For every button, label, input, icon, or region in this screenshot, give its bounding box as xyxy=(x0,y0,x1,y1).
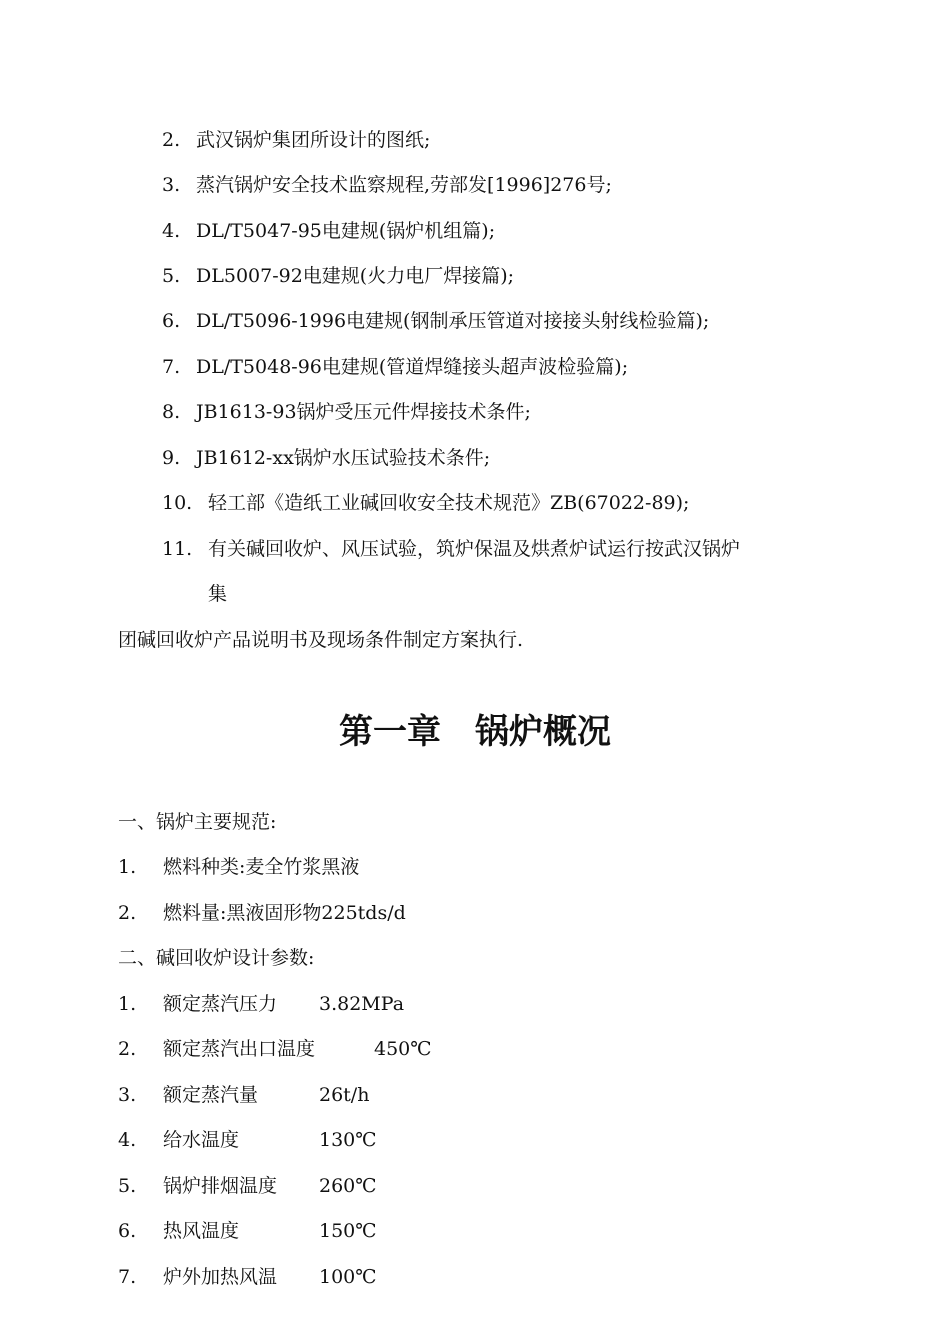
reference-item xyxy=(162,219,495,243)
param-value: 100℃ xyxy=(319,1266,377,1288)
param-label: 额定蒸汽压力 xyxy=(163,993,278,1015)
param-value: 3.82MPa xyxy=(319,993,405,1015)
reference-number: 3. xyxy=(162,174,181,196)
reference-text: 武汉锅炉集团所设计的图纸; xyxy=(196,129,431,151)
reference-item xyxy=(162,400,531,424)
reference-text: JB1612-xx锅炉水压试验技术条件; xyxy=(196,447,491,469)
reference-text: JB1613-93锅炉受压元件焊接技术条件; xyxy=(196,401,531,423)
reference-number: 4. xyxy=(162,220,181,242)
reference-number: 8. xyxy=(162,401,181,423)
reference-text: DL5007-92电建规(火力电厂焊接篇); xyxy=(196,265,515,287)
reference-item xyxy=(162,309,709,333)
reference-text: 轻工部《造纸工业碱回收安全技术规范》ZB(67022-89); xyxy=(208,492,690,514)
reference-number: 2. xyxy=(162,129,181,151)
spec-number: 1. xyxy=(118,856,137,878)
reference-item xyxy=(162,128,430,152)
reference-text: DL/T5047-95电建规(锅炉机组篇); xyxy=(196,220,496,242)
param-number: 5. xyxy=(118,1175,137,1197)
reference-item xyxy=(162,446,490,470)
reference-number: 7. xyxy=(162,356,181,378)
reference-number: 10. xyxy=(162,492,193,514)
param-label: 锅炉排烟温度 xyxy=(163,1175,278,1197)
reference-text: 有关碱回收炉、风压试验，筑炉保温及烘煮炉试运行按武汉锅炉 xyxy=(208,538,741,560)
reference-text: DL/T5048-96电建规(管道焊缝接头超声波检验篇); xyxy=(196,356,629,378)
param-value: 260℃ xyxy=(319,1175,377,1197)
section-heading: 二、碱回收炉设计参数: xyxy=(118,947,315,969)
param-number: 3. xyxy=(118,1084,137,1106)
spec-number: 2. xyxy=(118,902,137,924)
section-heading: 一、锅炉主要规范: xyxy=(118,811,277,833)
param-label: 额定蒸汽量 xyxy=(163,1084,259,1106)
reference-continuation: 集 xyxy=(208,583,228,605)
reference-number: 9. xyxy=(162,447,181,469)
reference-number: 6. xyxy=(162,310,181,332)
param-value: 26t/h xyxy=(319,1084,370,1106)
param-label: 热风温度 xyxy=(163,1220,240,1242)
param-label: 给水温度 xyxy=(163,1129,240,1151)
param-number: 4. xyxy=(118,1129,137,1151)
param-label: 炉外加热风温 xyxy=(163,1266,278,1288)
param-value: 150℃ xyxy=(319,1220,377,1242)
reference-item xyxy=(162,355,628,379)
chapter-title: 第一章 锅炉概况 xyxy=(339,712,611,752)
reference-text: 蒸汽锅炉安全技术监察规程,劳部发[1996]276号; xyxy=(196,174,612,196)
reference-item xyxy=(162,264,514,288)
param-number: 1. xyxy=(118,993,137,1015)
param-number: 2. xyxy=(118,1038,137,1060)
param-number: 7. xyxy=(118,1266,137,1288)
reference-text: DL/T5096-1996电建规(钢制承压管道对接接头射线检验篇); xyxy=(196,310,710,332)
reference-tail-paragraph: 团碱回收炉产品说明书及现场条件制定方案执行. xyxy=(118,629,524,651)
param-number: 6. xyxy=(118,1220,137,1242)
reference-number: 11. xyxy=(162,538,193,560)
param-label: 额定蒸汽出口温度 xyxy=(163,1038,316,1060)
param-value: 130℃ xyxy=(319,1129,377,1151)
param-value: 450℃ xyxy=(374,1038,432,1060)
reference-item xyxy=(162,173,612,197)
reference-item xyxy=(162,491,689,515)
reference-item xyxy=(162,537,740,561)
spec-text: 燃料量:黑液固形物225tds/d xyxy=(163,902,406,924)
reference-number: 5. xyxy=(162,265,181,287)
spec-text: 燃料种类:麦全竹浆黑液 xyxy=(163,856,360,878)
